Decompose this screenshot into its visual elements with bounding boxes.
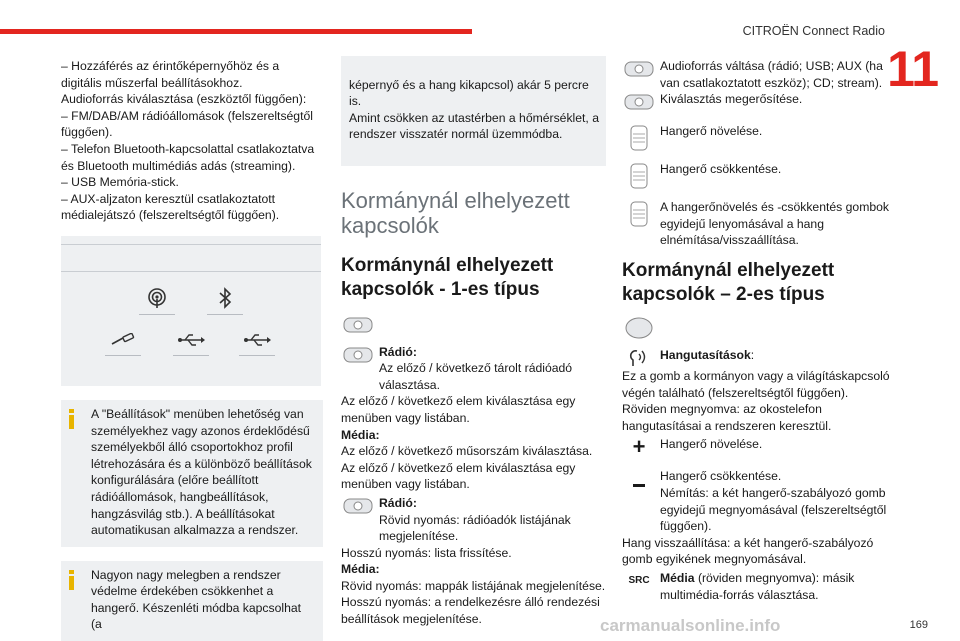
- bluetooth-icon: [205, 284, 245, 312]
- steering-control-icon: [622, 91, 656, 113]
- column-1: [61, 58, 323, 641]
- radio-icon: [137, 284, 177, 312]
- text-line: Hangerő növelése.: [660, 437, 763, 452]
- text-line: – Hozzáférés az érintőképernyőhöz és a digitális műszerfal beállításokhoz.: [61, 59, 280, 90]
- text-line: Az előző / következő műsorszám kiválasztása.: [341, 444, 593, 459]
- text-line: Kiválasztás megerősítése.: [660, 92, 803, 107]
- info-text: A "Beállítások" menüben lehetőség van személyekhez vagy azonos érdeklődésű személyekből álló csoportokhoz profil létrehozására és a különböző beállítások konfigurálására (előre beállított rádióállomások, hangbeállítások, hangzásvilág stb.). A beállításokat automatikusan alkalmazza a rendszer.: [91, 406, 312, 538]
- aux-jack-icon: [103, 326, 143, 354]
- label-radio: Rádió:: [379, 344, 417, 359]
- section-heading: Kormánynál elhelyezett kapcsolók: [341, 187, 570, 238]
- text-line: – AUX-aljzaton keresztül csatlakoztatott médialejátszó (felszereltségtől függően).: [61, 191, 280, 223]
- text-line: – USB Memória-stick.: [61, 175, 179, 190]
- chapter-number: 11: [887, 41, 938, 97]
- text-line: Rövid nyomás: mappák listájának megjelenítése.: [341, 578, 606, 593]
- text-line: Némítás: a két hangerő-szabályozó gomb egyidejű megnyomásával (felszereltségtől függően).: [660, 485, 887, 534]
- label-radio: Rádió:: [379, 495, 417, 510]
- usb-icon: [171, 326, 211, 354]
- text-line: Az előző / következő elem kiválasztása egy menüben vagy listában.: [341, 394, 576, 425]
- steering-control-icon: [622, 58, 656, 80]
- usb-icon: [237, 326, 277, 354]
- text-line: Az előző / következő elem kiválasztása egy menüben vagy listában.: [341, 460, 576, 492]
- steering-control-icon: [622, 315, 656, 341]
- label-media: Média:: [341, 427, 380, 442]
- text-line: Hangerő növelése.: [660, 124, 763, 139]
- running-header-title: CITROËN Connect Radio: [742, 24, 885, 38]
- text-line: (röviden megnyomva): másik multimédia-forrás választása.: [660, 570, 855, 602]
- info-icon: [69, 409, 74, 429]
- plus-icon: +: [632, 434, 646, 460]
- text-line: Hang visszaállítása: a két hangerő-szabályozó gomb egyikének megnyomásával.: [622, 535, 874, 567]
- subsection-heading: Kormánynál elhelyezett kapcsolók - 1-es típus: [341, 254, 554, 300]
- text-line: – FM/DAB/AM rádióállomások (felszereltségtől függően).: [61, 108, 313, 140]
- text-line: Ez a gomb a kormányon vagy a világításkapcsoló végén található (felszereltségtől függően).: [622, 368, 890, 400]
- thumbwheel-up-icon: [622, 123, 656, 153]
- info-note-continued: [341, 56, 606, 166]
- thumbwheel-down-icon: [622, 161, 656, 191]
- label-media: Média:: [341, 562, 380, 577]
- subsection-heading: Kormánynál elhelyezett kapcsolók – 2-es típus: [622, 259, 835, 305]
- info-text: Nagyon nagy melegben a rendszer védelme érdekében csökkenhet a hangerő. Készenléti módba kapcsolhat (a: [91, 567, 302, 632]
- text-line: Hosszú nyomás: lista frissítése.: [341, 545, 512, 560]
- info-icon: [69, 570, 74, 590]
- text-line: A hangerőnövelés és -csökkentés gombok egyidejű lenyomásával a hang elnémítása/visszaállítása.: [660, 200, 889, 248]
- voice-command-icon: [622, 347, 656, 369]
- steering-control-icon: [341, 314, 375, 336]
- text-line: Hangerő csökkentése.: [660, 162, 782, 177]
- control-panel-illustration: [61, 236, 321, 386]
- text-line: Az előző / következő tárolt rádióadó választása.: [379, 361, 573, 392]
- watermark: carmanualsonline.info: [600, 616, 781, 635]
- info-text: képernyő és a hang kikapcsol) akár 5 percre is. Amint csökken az utastérben a hőmérséklet, a rendszer visszatér normál üzemmódba.: [349, 77, 599, 142]
- steering-control-icon: [341, 495, 375, 517]
- text-line: Audioforrás váltása (rádió; USB; AUX (ha van csatlakoztatott eszköz); CD; stream).: [660, 59, 883, 90]
- header-red-bar: [0, 29, 472, 34]
- text-line: Audioforrás kiválasztása (eszköztől függően):: [61, 92, 307, 107]
- thumbwheel-icon: [622, 199, 656, 229]
- minus-icon: [622, 468, 656, 490]
- text-line: – Telefon Bluetooth-kapcsolattal csatlakoztatva és Bluetooth multimédiás adás (streaming).: [61, 141, 315, 173]
- text-line: Hosszú nyomás: a rendelkezésre álló rendezési beállítások megjelenítése.: [341, 595, 600, 627]
- src-button-icon: SRC: [628, 574, 650, 586]
- label-media: Média: [660, 570, 695, 585]
- text-line: Hangerő csökkentése.: [660, 469, 782, 484]
- info-note: [61, 400, 323, 547]
- page-number: 169: [909, 619, 928, 631]
- steering-control-icon: [341, 344, 375, 366]
- label-voice: Hangutasítások: [660, 347, 751, 362]
- text-line: Rövid nyomás: rádióadók listájának megjelenítése.: [379, 512, 571, 544]
- column-3: Audioforrás váltása (rádió; USB; AUX (ha van csatlakoztatott eszköz); CD; stream). Kiválasztás megerősítése. Hangerő növelése. Hangerő csökkentése. A hangerőnövelés és -csökkentés gombok egyidejű lenyomásával a hang elnémítása/visszaállítása. Kormánynál elhelyezett kapcsolók – 2-es típus Hangutasítások: Ez a gomb a kormányon vagy a világításkapcsoló végén található (felszereltségtől függően). Röviden megnyomva: az okostelefon hangutasításai a rendszeren keresztül. + Hangerő növelése. Hangerő csökkentése. Némítás: a két hangerő-szabályozó gomb egyidejű megnyomásával (felszereltségtől függően). Hang visszaállítása: a két hangerő-szabályozó gomb egyikének megnyomásával. SRC Média (röviden megnyomva): másik multimédia-forrás választása.: [622, 58, 892, 603]
- column-2: [341, 56, 606, 628]
- text-line: Röviden megnyomva: az okostelefon hangutasításai a rendszeren keresztül.: [622, 402, 832, 433]
- info-note: [61, 561, 323, 641]
